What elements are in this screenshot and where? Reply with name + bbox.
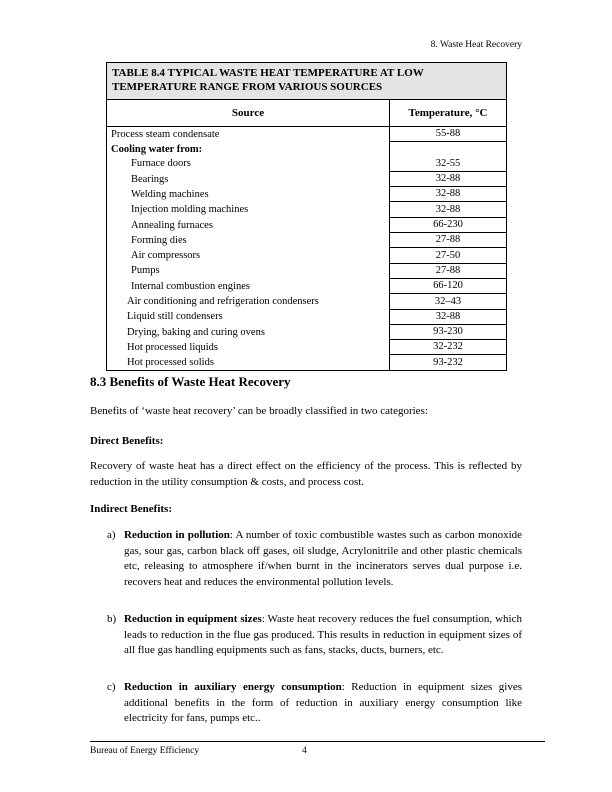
page-number: 4 [302,746,307,756]
table-caption: TABLE 8.4 TYPICAL WASTE HEAT TEMPERATURE AT LOW TEMPERATURE RANGE FROM VARIOUS SOURCES [107,63,507,100]
intro-paragraph: Benefits of ‘waste heat recovery’ can be broadly classified in two categories: [90,405,428,417]
table-cell-temp: 27-88 [390,233,507,248]
running-header: 8. Waste Heat Recovery [430,40,522,50]
table-cell-temp: 27-50 [390,248,507,263]
table-group-label: Cooling water from: [107,142,390,157]
list-item-text: : A number of toxic combustible wastes such as carbon monoxide gas, sour gas, carbon black off gases, oil sludge, Acrylonitrile and other plastic chemicals etc, releasing to atmosphere if/when burnt in the incinerators serves dual purpose i.e. recovers heat and reduces the environmental pollution levels. [124,529,523,588]
section-title: 8.3 Benefits of Waste Heat Recovery [90,374,291,389]
temperature-table [106,62,507,371]
list-item [107,612,522,659]
table-cell-temp: 32-88 [390,187,507,202]
table-cell-temp: 27-88 [390,263,507,278]
column-header-temperature: Temperature, °C [390,100,507,127]
list-marker: a) [107,529,116,541]
table-cell-source: Air compressors [107,248,390,263]
list-item-text: : Waste heat recovery reduces the fuel consumption, which leads to reduction in the flue gas produced. This results in reduction in equipment sizes of all flue gas handling equipments such as fans, stacks, ducts, burners, etc. [124,613,522,656]
column-header-source: Source [107,100,390,127]
table-cell-temp: 32–43 [390,294,507,309]
table-cell-source: Welding machines [107,187,390,202]
indirect-benefits-list [107,612,522,659]
footer-organization: Bureau of Energy Efficiency [90,746,200,756]
table-cell-source: Drying, baking and curing ovens [107,324,390,339]
list-marker: c) [107,681,116,693]
table-cell-temp: 32-55 [390,157,507,172]
table-cell-temp: 32-88 [390,309,507,324]
table-cell-temp: 32-88 [390,202,507,217]
table-cell-temp: 93-232 [390,355,507,370]
list-item-title: Reduction in equipment sizes [124,613,262,625]
footer-rule [90,741,545,742]
indirect-benefits-heading: Indirect Benefits: [90,503,172,515]
indirect-benefits-list [107,528,522,590]
table-cell-source: Forming dies [107,233,390,248]
table-cell-source: Injection molding machines [107,202,390,217]
indirect-benefits-list [107,680,522,727]
table-cell-source: Liquid still condensers [107,309,390,324]
table-cell-temp [390,142,507,157]
table-cell-source: Furnace doors [107,157,390,172]
list-item-title: Reduction in pollution [124,529,230,541]
table-cell-source: Process steam condensate [107,127,390,142]
direct-benefits-heading: Direct Benefits: [90,435,164,447]
table-cell-temp: 55-88 [390,127,507,142]
table-cell-source: Pumps [107,263,390,278]
table-cell-temp: 66-230 [390,217,507,232]
list-item [107,680,522,727]
table-cell-source: Hot processed liquids [107,340,390,355]
table-cell-temp: 32-232 [390,340,507,355]
table-cell-source: Internal combustion engines [107,278,390,293]
table-cell-source: Hot processed solids [107,355,390,370]
list-marker: b) [107,613,117,625]
table-cell-source: Annealing furnaces [107,217,390,232]
table-cell-temp: 93-230 [390,324,507,339]
direct-benefits-paragraph: Recovery of waste heat has a direct effect on the efficiency of the process. This is reflected by reduction in the utility consumption & costs, and process cost. [90,460,522,488]
list-item [107,528,522,590]
table-cell-temp: 32-88 [390,171,507,186]
list-item-text: : Reduction in equipment sizes gives additional benefits in the form of reduction in auxiliary energy consumption like electricity for fans, pumps etc.. [124,681,522,724]
table-cell-temp: 66-120 [390,278,507,293]
table-cell-source: Bearings [107,171,390,186]
list-item-title: Reduction in auxiliary energy consumption [124,681,342,693]
table-cell-source: Air conditioning and refrigeration condensers [107,294,390,309]
